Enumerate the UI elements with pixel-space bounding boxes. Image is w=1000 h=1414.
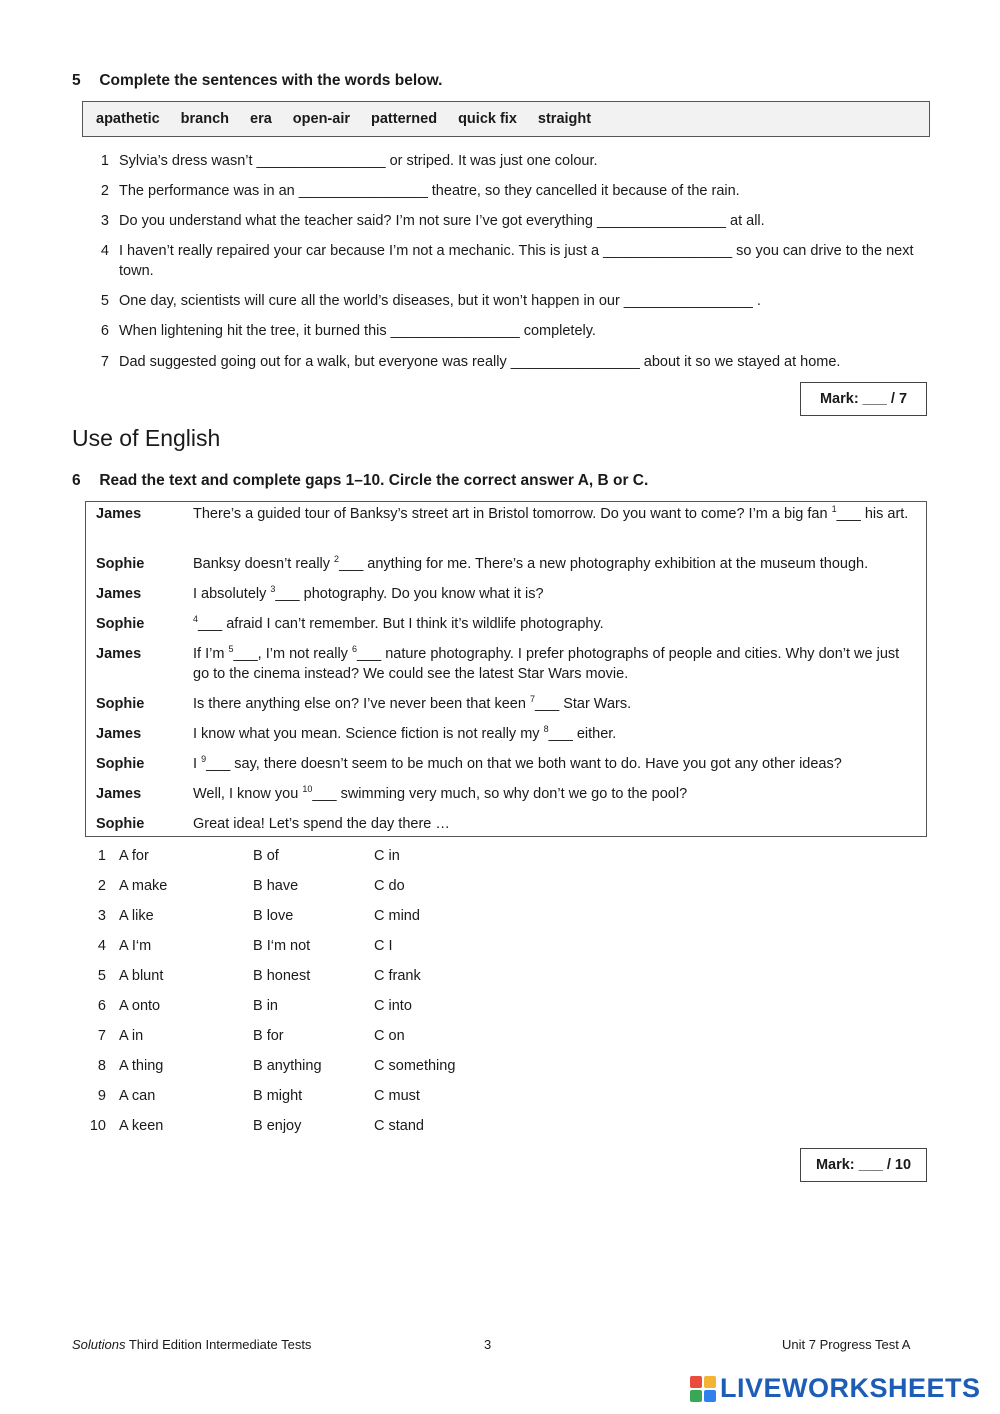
question-number: 6 [72,472,81,489]
gap-number: 5 [228,644,234,654]
option-b[interactable]: B of [253,848,279,864]
sentence-item [90,291,930,311]
sentence-number: 2 [100,183,109,199]
mark-box-q6: Mark: ___ / 10 [800,1148,927,1182]
dialogue-line [86,554,926,574]
question-title: Complete the sentences with the words below. [99,72,443,89]
dialogue-line [86,754,926,774]
page-number: 3 [484,1337,492,1352]
line-text: Banksy doesn’t really $^2$___ anything for me. There’s a new photography exhibition at the museum though. [193,554,869,572]
option-b[interactable]: B I‘m not [253,938,311,954]
footer-title [72,1337,311,1352]
option-a[interactable]: A make [119,878,168,894]
dialogue-line [86,584,926,604]
option-a[interactable]: A like [119,908,154,924]
option-number: 1 [97,848,106,864]
dialogue-line [86,724,926,744]
option-b[interactable]: B in [253,998,278,1014]
option-b[interactable]: B enjoy [253,1118,302,1134]
speaker: James [96,726,142,742]
dialogue-line [86,814,926,834]
gap-number: 8 [543,724,549,734]
sentence-number: 5 [100,293,109,309]
option-number: 4 [97,938,106,954]
question-6-heading [72,472,648,490]
option-b[interactable]: B love [253,908,294,924]
option-row [90,936,510,956]
dialogue-box [85,501,927,837]
line-text: There’s a guided tour of Banksy’s street art in Bristol tomorrow. Do you want to come? I’m a big fan $^1$___ his art. [193,504,909,522]
option-number: 2 [97,878,106,894]
sentence-text: When lightening hit the tree, it burned this ________________ completely. [119,323,596,339]
word-bank-item: patterned [371,111,438,127]
dialogue-line [86,694,926,714]
mark-box-q5: Mark: ___ / 7 [800,382,927,416]
dialogue-line [86,784,926,804]
option-c[interactable]: C in [374,848,400,864]
option-a[interactable]: A I‘m [119,938,152,954]
option-number: 5 [97,968,106,984]
option-row [90,1026,510,1046]
option-row [90,1056,510,1076]
option-b[interactable]: B might [253,1088,303,1104]
option-number: 10 [89,1118,106,1134]
sentence-text: I haven’t really repaired your car because I’m not a mechanic. This is just a ________________ so you can drive to the next town. [119,243,914,279]
line-text: If I’m $^5$___, I’m not really $^6$___ nature photography. I prefer photographs of people and cities. Why don’t we just go to the cinema instead? We could see the latest Star Wars movie. [193,644,900,682]
sentence-number: 7 [100,354,109,370]
dialogue-line [86,504,926,524]
speaker: James [96,586,142,602]
speaker: James [96,646,142,662]
option-number: 7 [97,1028,106,1044]
speaker: Sophie [96,616,145,632]
option-a[interactable]: A thing [119,1058,164,1074]
question-title: Read the text and complete gaps 1–10. Circle the correct answer A, B or C. [99,472,649,489]
question-number: 5 [72,72,81,89]
sentence-text: One day, scientists will cure all the world’s diseases, but it won’t happen in our ________________ . [119,293,761,309]
option-a[interactable]: A in [119,1028,144,1044]
gap-number: 2 [334,554,340,564]
sentence-number: 1 [100,153,109,169]
option-number: 6 [97,998,106,1014]
sentence-number: 3 [100,213,109,229]
sentence-item [90,352,930,372]
line-text: I absolutely $^3$___ photography. Do you know what it is? [193,584,544,602]
gap-number: 3 [270,584,276,594]
option-number: 8 [97,1058,106,1074]
line-text: I $^9$___ say, there doesn’t seem to be much on that we both want to do. Have you got any other ideas? [193,754,842,772]
line-text: $^4$___ afraid I can’t remember. But I think it’s wildlife photography. [193,614,604,632]
option-row [90,876,510,896]
gap-number: 4 [193,614,199,624]
line-text: Great idea! Let’s spend the day there … [193,816,450,832]
option-c[interactable]: C do [374,878,405,894]
option-row [90,1116,510,1136]
line-text: Is there anything else on? I’ve never been that keen $^7$___ Star Wars. [193,694,632,712]
footer-series: Solutions [72,1337,126,1352]
liveworksheets-logo-icon [690,1376,716,1402]
option-row [90,966,510,986]
speaker: James [96,786,142,802]
speaker: Sophie [96,816,145,832]
gap-number: 6 [351,644,357,654]
option-row [90,996,510,1016]
word-bank [82,101,930,137]
option-c[interactable]: C must [374,1088,420,1104]
sentence-text: Do you understand what the teacher said? I’m not sure I’ve got everything ________________ at all. [119,213,765,229]
sentence-text: Sylvia’s dress wasn’t ________________ or striped. It was just one colour. [119,153,598,169]
sentence-item [90,151,930,171]
footer-unit: Unit 7 Progress Test A [782,1337,911,1352]
line-text: I know what you mean. Science fiction is not really my $^8$___ either. [193,724,617,742]
sentence-text: Dad suggested going out for a walk, but everyone was really ________________ about it so we stayed at home. [119,354,841,370]
speaker: Sophie [96,696,145,712]
sentence-item [90,211,930,231]
option-b[interactable]: B for [253,1028,284,1044]
option-number: 3 [97,908,106,924]
question-5-heading [72,72,442,90]
option-c[interactable]: C something [374,1058,456,1074]
footer-edition: Third Edition Intermediate Tests [125,1337,312,1352]
option-c[interactable]: C on [374,1028,405,1044]
option-row [90,1086,510,1106]
word-bank-item: straight [537,111,592,127]
word-bank-item: apathetic [96,111,160,127]
sentence-text: The performance was in an ________________ theatre, so they cancelled it because of the rain. [119,183,740,199]
liveworksheets-brand[interactable] [690,1373,981,1404]
speaker: Sophie [96,556,145,572]
gap-number: 9 [201,754,207,764]
option-a[interactable]: A keen [119,1118,164,1134]
option-c[interactable]: C frank [374,968,421,984]
brand-name: LIVEWORKSHEETS [720,1373,981,1403]
option-number: 9 [97,1088,106,1104]
word-bank-item: open-air [292,111,350,127]
option-c[interactable]: C mind [374,908,420,924]
dialogue-line [86,644,926,684]
section-title: Use of English [72,425,221,451]
option-row [90,906,510,926]
option-b[interactable]: B have [253,878,299,894]
option-b[interactable]: B honest [253,968,311,984]
option-a[interactable]: A onto [119,998,161,1014]
option-c[interactable]: C I [374,938,393,954]
option-a[interactable]: A can [119,1088,156,1104]
speaker: James [96,506,142,522]
option-c[interactable]: C stand [374,1118,424,1134]
gap-number: 1 [831,504,837,514]
option-a[interactable]: A blunt [119,968,164,984]
speaker: Sophie [96,756,145,772]
word-bank-item: era [250,111,272,127]
sentence-item [90,321,930,341]
sentence-item [90,241,930,281]
sentence-item [90,181,930,201]
gap-number: 10 [302,784,313,794]
sentence-number: 6 [100,323,109,339]
word-bank-item: branch [180,111,230,127]
word-bank-item: quick fix [458,111,517,127]
option-c[interactable]: C into [374,998,412,1014]
dialogue-line [86,614,926,634]
line-text: Well, I know you $^{10}$___ swimming very much, so why don’t we go to the pool? [193,784,688,802]
sentence-number: 4 [100,243,109,259]
option-b[interactable]: B anything [253,1058,322,1074]
option-row [90,846,510,866]
gap-number: 7 [529,694,535,704]
option-a[interactable]: A for [119,848,149,864]
